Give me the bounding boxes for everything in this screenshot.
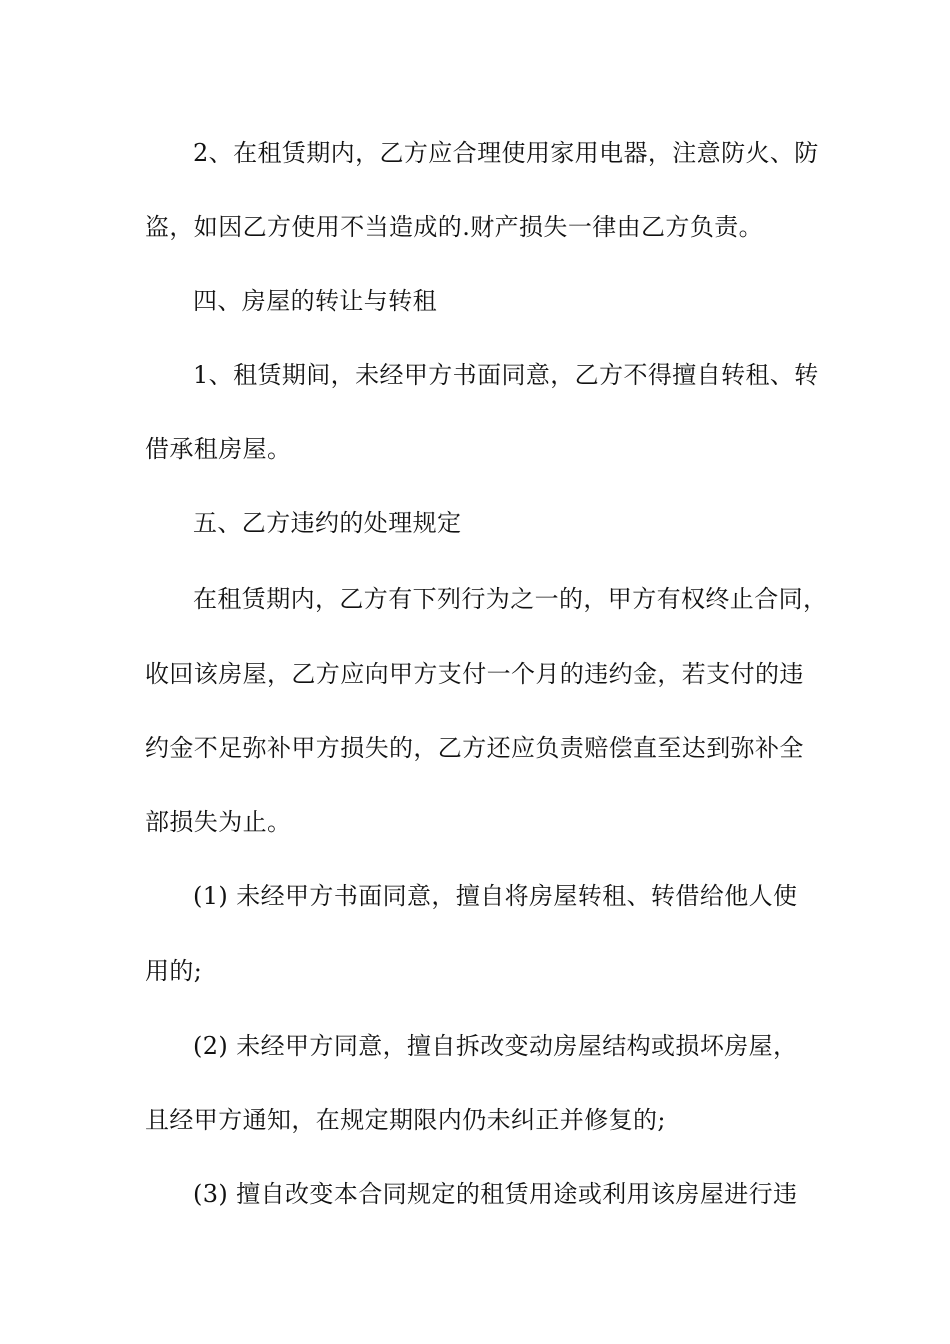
list-item-line: 用的; (145, 957, 203, 985)
paragraph-line: 在租赁期内，乙方有下列行为之一的，甲方有权终止合同， (193, 585, 828, 613)
list-item-line: 且经甲方通知，在规定期限内仍未纠正并修复的; (145, 1106, 666, 1134)
paragraph-line: 约金不足弥补甲方损失的，乙方还应负责赔偿直至达到弥补全 (145, 734, 804, 762)
list-item-line: (3) 擅自改变本合同规定的租赁用途或利用该房屋进行违 (193, 1180, 798, 1208)
paragraph-line: 盗，如因乙方使用不当造成的.财产损失一律由乙方负责。 (145, 213, 764, 241)
paragraph-line: 1、租赁期间，未经甲方书面同意，乙方不得擅自转租、转 (193, 361, 819, 389)
list-item-line: (2) 未经甲方同意，擅自拆改变动房屋结构或损坏房屋， (193, 1032, 798, 1060)
list-item-line: (1) 未经甲方书面同意，擅自将房屋转租、转借给他人使 (193, 882, 798, 910)
paragraph-line: 2、在租赁期内，乙方应合理使用家用电器，注意防火、防 (193, 139, 819, 167)
section-heading: 四、房屋的转让与转租 (193, 287, 437, 315)
paragraph-line: 借承租房屋。 (145, 435, 292, 463)
paragraph-line: 部损失为止。 (145, 808, 292, 836)
section-heading: 五、乙方违约的处理规定 (193, 509, 462, 537)
paragraph-line: 收回该房屋，乙方应向甲方支付一个月的违约金，若支付的违 (145, 660, 804, 688)
